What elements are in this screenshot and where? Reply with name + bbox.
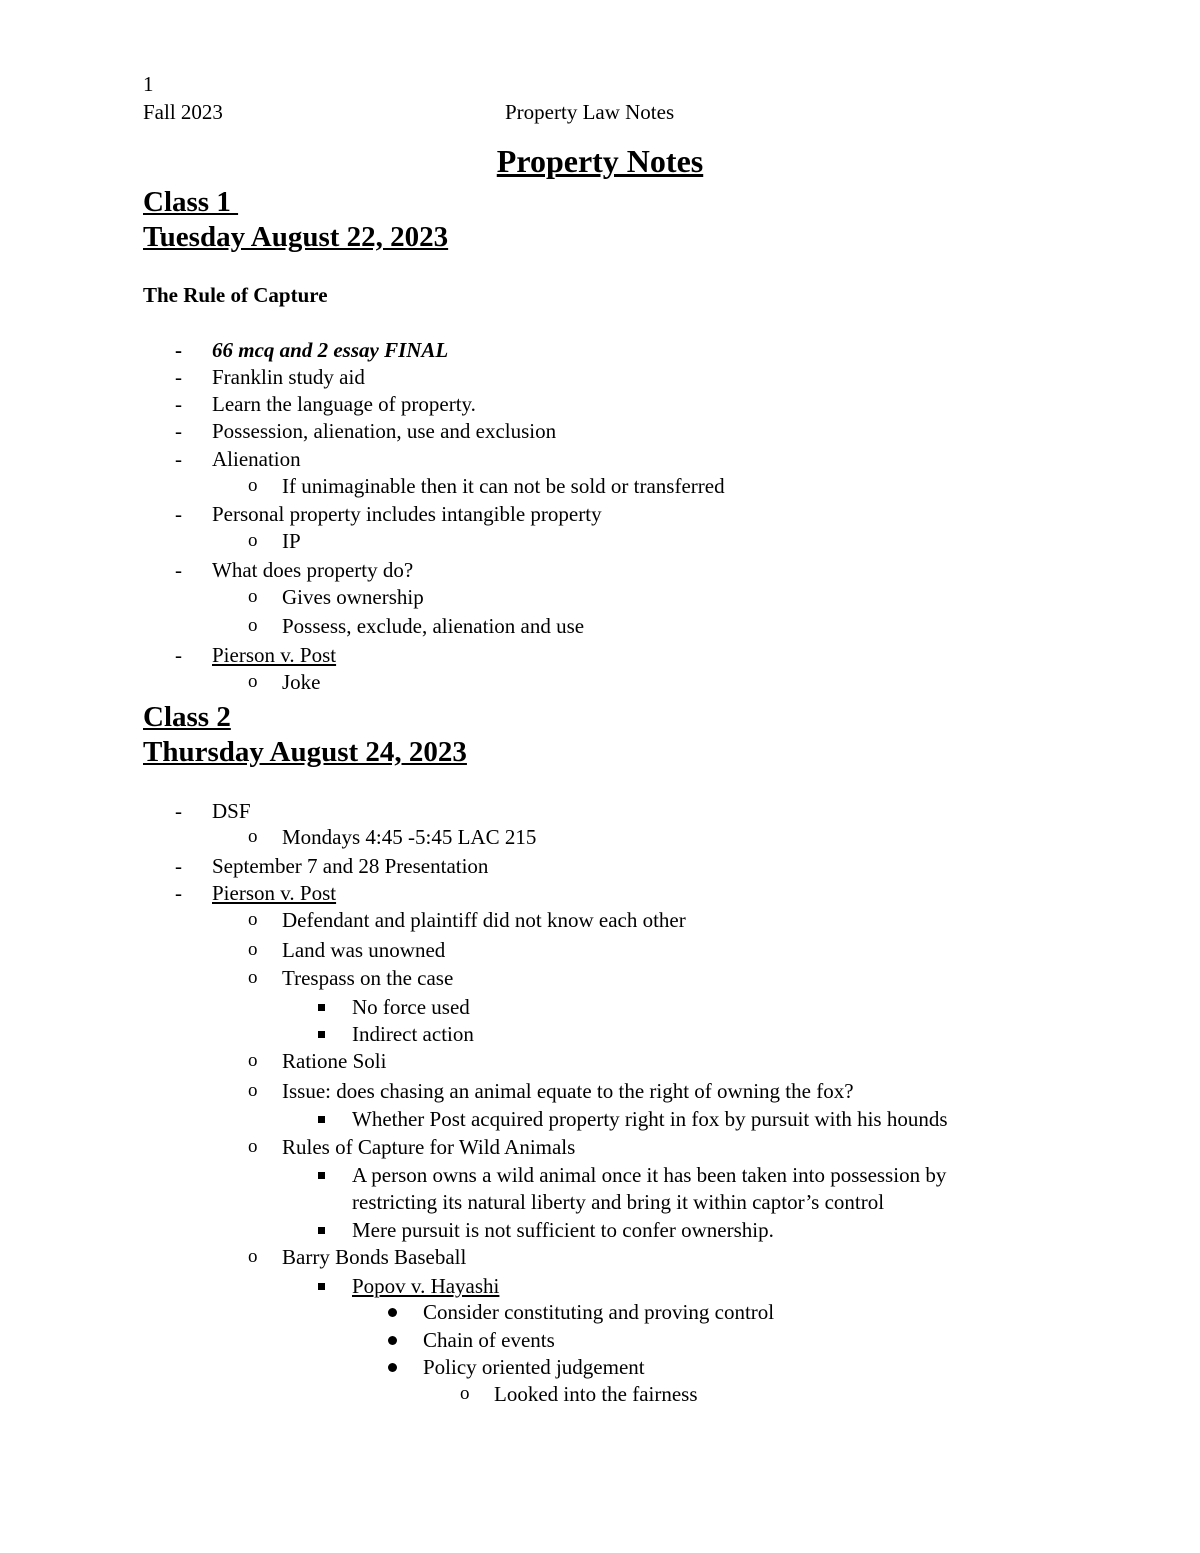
class2-date: Thursday August 24, 2023	[143, 736, 467, 768]
dash-marker: -	[175, 365, 182, 389]
dash-marker: -	[175, 502, 182, 526]
circle-marker: o	[248, 586, 258, 607]
list-item: Barry Bonds Baseball	[282, 1245, 467, 1269]
list-item: Rules of Capture for Wild Animals	[282, 1135, 576, 1159]
list-item: Defendant and plaintiff did not know each other	[282, 908, 686, 932]
list-item: Alienation	[212, 447, 301, 471]
round-bullet-icon	[388, 1363, 397, 1372]
list-item: Gives ownership	[282, 585, 424, 609]
list-item: Land was unowned	[282, 938, 446, 962]
dash-marker: -	[175, 447, 182, 471]
document-title: Property Notes	[496, 143, 704, 179]
case-name: Pierson v. Post	[212, 643, 337, 667]
header-term: Fall 2023	[143, 100, 223, 124]
circle-marker: o	[248, 826, 258, 847]
list-item: Possess, exclude, alienation and use	[282, 614, 585, 638]
circle-marker: o	[248, 1246, 258, 1267]
circle-marker: o	[248, 909, 258, 930]
square-bullet-icon	[318, 1283, 325, 1290]
class1-topic: The Rule of Capture	[143, 283, 328, 307]
list-item-continuation: restricting its natural liberty and bring it within captor’s control	[352, 1190, 885, 1214]
class1-label: Class 1	[143, 186, 239, 218]
dash-marker: -	[175, 558, 182, 582]
square-bullet-icon	[318, 1172, 325, 1179]
circle-marker: o	[248, 1080, 258, 1101]
dash-marker: -	[175, 881, 182, 905]
list-item: DSF	[212, 799, 251, 823]
list-item: Trespass on the case	[282, 966, 454, 990]
header-doc-name: Property Law Notes	[505, 100, 675, 124]
list-item: Issue: does chasing an animal equate to the right of owning the fox?	[282, 1079, 854, 1103]
case-name: Popov v. Hayashi	[352, 1274, 500, 1298]
dash-marker: -	[175, 799, 182, 823]
round-bullet-icon	[388, 1308, 397, 1317]
circle-marker: o	[248, 475, 258, 496]
page-number: 1	[143, 72, 154, 96]
list-item: IP	[282, 529, 301, 553]
circle-marker: o	[248, 1050, 258, 1071]
circle-marker: o	[248, 967, 258, 988]
list-item: September 7 and 28 Presentation	[212, 854, 489, 878]
list-item: Learn the language of property.	[212, 392, 476, 416]
dash-marker: -	[175, 419, 182, 443]
list-item: Ratione Soli	[282, 1049, 387, 1073]
list-item: What does property do?	[212, 558, 414, 582]
dash-marker: -	[175, 338, 182, 362]
square-bullet-icon	[318, 1116, 325, 1123]
circle-marker: o	[460, 1383, 470, 1404]
circle-marker: o	[248, 671, 258, 692]
list-item: Looked into the fairness	[494, 1382, 698, 1406]
square-bullet-icon	[318, 1227, 325, 1234]
list-item: Policy oriented judgement	[423, 1355, 645, 1379]
circle-marker: o	[248, 939, 258, 960]
list-item: If unimaginable then it can not be sold or transferred	[282, 474, 725, 498]
list-item: Whether Post acquired property right in fox by pursuit with his hounds	[352, 1107, 948, 1131]
dash-marker: -	[175, 392, 182, 416]
dash-marker: -	[175, 643, 182, 667]
list-item: Joke	[282, 670, 321, 694]
class1-date: Tuesday August 22, 2023	[143, 221, 449, 253]
list-item: A person owns a wild animal once it has been taken into possession by	[352, 1163, 947, 1187]
list-item: Indirect action	[352, 1022, 474, 1046]
circle-marker: o	[248, 530, 258, 551]
circle-marker: o	[248, 1136, 258, 1157]
list-item: Mere pursuit is not sufficient to confer ownership.	[352, 1218, 774, 1242]
list-item: Franklin study aid	[212, 365, 365, 389]
list-item: Chain of events	[423, 1328, 555, 1352]
round-bullet-icon	[388, 1336, 397, 1345]
list-item: Consider constituting and proving control	[423, 1300, 775, 1324]
list-item: 66 mcq and 2 essay FINAL	[212, 338, 449, 362]
case-name: Pierson v. Post	[212, 881, 337, 905]
list-item: Personal property includes intangible property	[212, 502, 602, 526]
list-item: Possession, alienation, use and exclusion	[212, 419, 557, 443]
list-item: No force used	[352, 995, 470, 1019]
square-bullet-icon	[318, 1031, 325, 1038]
dash-marker: -	[175, 854, 182, 878]
circle-marker: o	[248, 615, 258, 636]
list-item: Mondays 4:45 -5:45 LAC 215	[282, 825, 537, 849]
class2-label: Class 2	[143, 701, 231, 733]
square-bullet-icon	[318, 1004, 325, 1011]
